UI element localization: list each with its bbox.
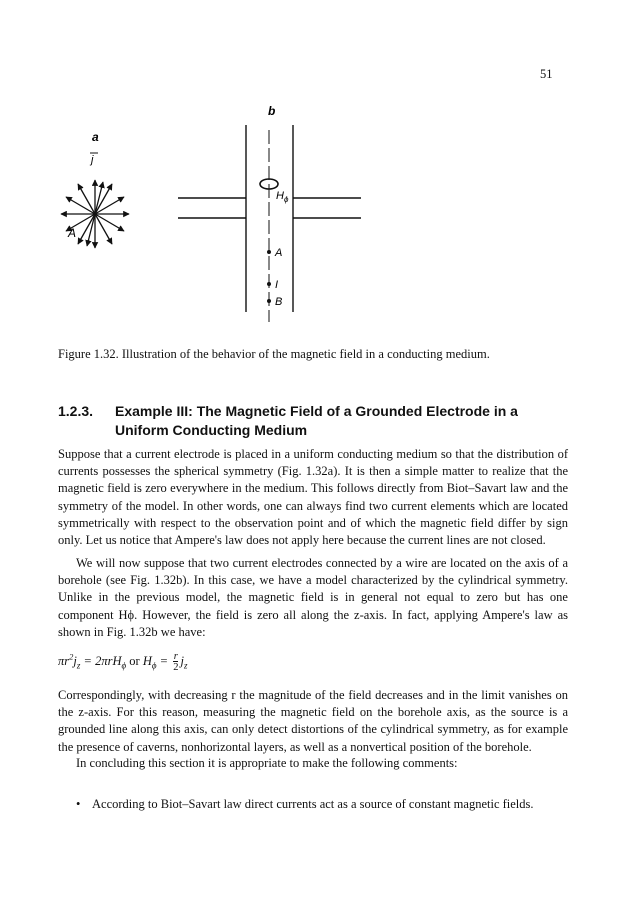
electrode-A-dot: [267, 250, 271, 254]
section-heading: [58, 402, 568, 440]
figure-1-32: [0, 100, 622, 330]
label-a: a: [92, 130, 99, 144]
section-title-line1: Example III: The Magnetic Field of a Grounded Electrode in a: [115, 403, 518, 419]
label-H: $H_\phi$: [276, 190, 289, 204]
electrode-B-dot: [267, 299, 271, 303]
label-B: B: [275, 296, 283, 308]
bullet-item: • According to Biot–Savart law direct currents act as a source of constant magnetic fields.: [76, 796, 568, 813]
page-number: 51: [540, 67, 553, 81]
label-A: A: [275, 247, 283, 259]
label-I: I: [275, 279, 279, 291]
paragraph-3: Correspondingly, with decreasing r the magnitude of the field decreases and in the limit vanishes on the z-axis. For this reason, measuring the magnetic field on the borehole axis, as the source is a grounded line along this axis, can only detect distortions of the cylindrical symmetry, as for example the presence of caverns, nonhorizontal layers, as well as a nonvertical position of the borehole.: [58, 688, 568, 754]
equation: $\pi r^2j_z = 2\pi rH_\phi$ or $H_\phi = \frac{r}{2} j_z$: [58, 651, 188, 673]
section-number: 1.2.3.: [58, 403, 94, 419]
label-A-left: A: [68, 226, 77, 240]
paragraph-2: We will now suppose that two current electrodes connected by a wire are located on the axis of a borehole (see Fig. 1.32b). In this case, we have a model characterized by the cylindrical symmetry. Unlike in the previous model, the magnetic field is in general not equal to zero but has one component Hϕ. However, the field is zero all along the z-axis. In fact, applying Ampere's law as shown in Fig. 1.32b we have:: [58, 556, 568, 639]
paragraph-4: In concluding this section it is appropriate to make the following comments:: [76, 756, 458, 770]
label-b: b: [268, 104, 276, 118]
figure-caption: Figure 1.32. Illustration of the behavior of the magnetic field in a conducting medium.: [58, 347, 490, 361]
wire-I-dot: [267, 282, 271, 286]
section-title-line2: Uniform Conducting Medium: [115, 422, 308, 438]
label-j: j: [91, 154, 94, 166]
paragraph-1: Suppose that a current electrode is placed in a uniform conducting medium so that the distribution of currents possesses the spherical symmetry (Fig. 1.32a). It is then a simple matter to realize that the magnetic field is zero everywhere in the medium. This follows directly from Biot–Savart law and the symmetry of the model. In other words, one can always find two current elements which are located symmetrically with respect to the observation point and of which the magnetic field differ by sign only. Let us notice that Ampere's law does not apply here because the current lines are not closed.: [58, 447, 568, 548]
bullet-list: [76, 796, 568, 813]
